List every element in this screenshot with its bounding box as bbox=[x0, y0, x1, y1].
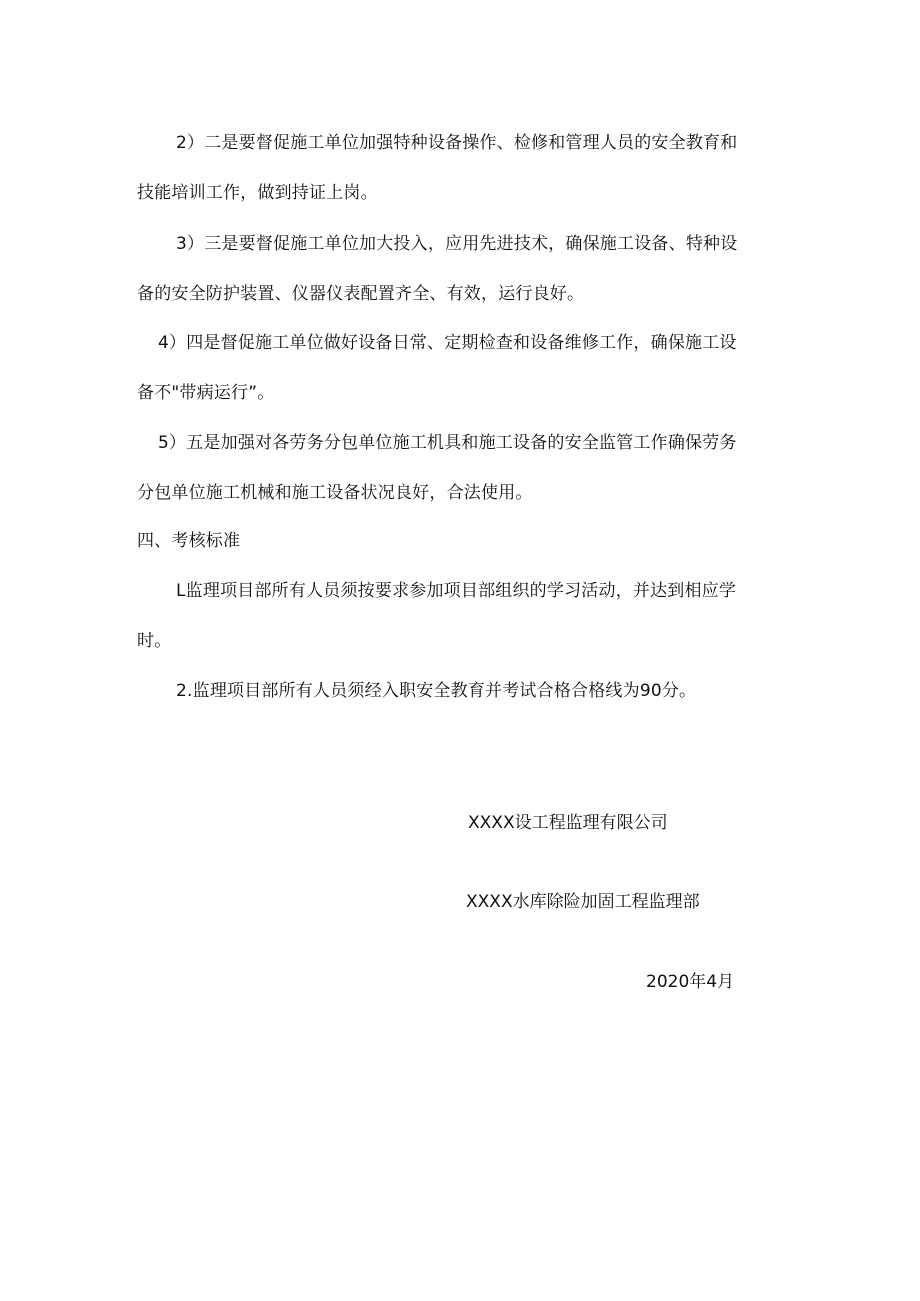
standard-1-line-1: L监理项目部所有人员须按要求参加项目部组织的学习活动，并达到相应学 bbox=[176, 581, 737, 601]
paragraph-5-line-2: 分包单位施工机械和施工设备状况良好，合法使用。 bbox=[137, 483, 533, 503]
signature-company: XXXX设工程监理有限公司 bbox=[468, 813, 668, 833]
paragraph-3-line-2: 备的安全防护装置、仪器仪表配置齐全、有效，运行良好。 bbox=[137, 284, 585, 304]
paragraph-2-line-1: 2）二是要督促施工单位加强特种设备操作、检修和管理人员的安全教育和 bbox=[176, 133, 738, 153]
paragraph-2-line-2: 技能培训工作，做到持证上岗。 bbox=[137, 183, 378, 203]
paragraph-3-line-1: 3）三是要督促施工单位加大投入，应用先进技术，确保施工设备、特种设 bbox=[176, 234, 738, 254]
paragraph-4-line-2: 备不"带病运行”。 bbox=[137, 383, 275, 403]
signature-date: 2020年4月 bbox=[646, 972, 735, 992]
paragraph-5-line-1: 5）五是加强对各劳务分包单位施工机具和施工设备的安全监管工作确保劳务 bbox=[158, 433, 737, 453]
standard-2-line-1: 2.监理项目部所有人员须经入职安全教育并考试合格合格线为90分。 bbox=[176, 681, 697, 701]
section-heading: 四、考核标准 bbox=[137, 531, 241, 551]
standard-1-line-2: 时。 bbox=[137, 631, 172, 651]
paragraph-4-line-1: 4）四是督促施工单位做好设备日常、定期检查和设备维修工作，确保施工设 bbox=[158, 333, 737, 353]
signature-department: XXXX水库除险加固工程监理部 bbox=[466, 892, 700, 912]
